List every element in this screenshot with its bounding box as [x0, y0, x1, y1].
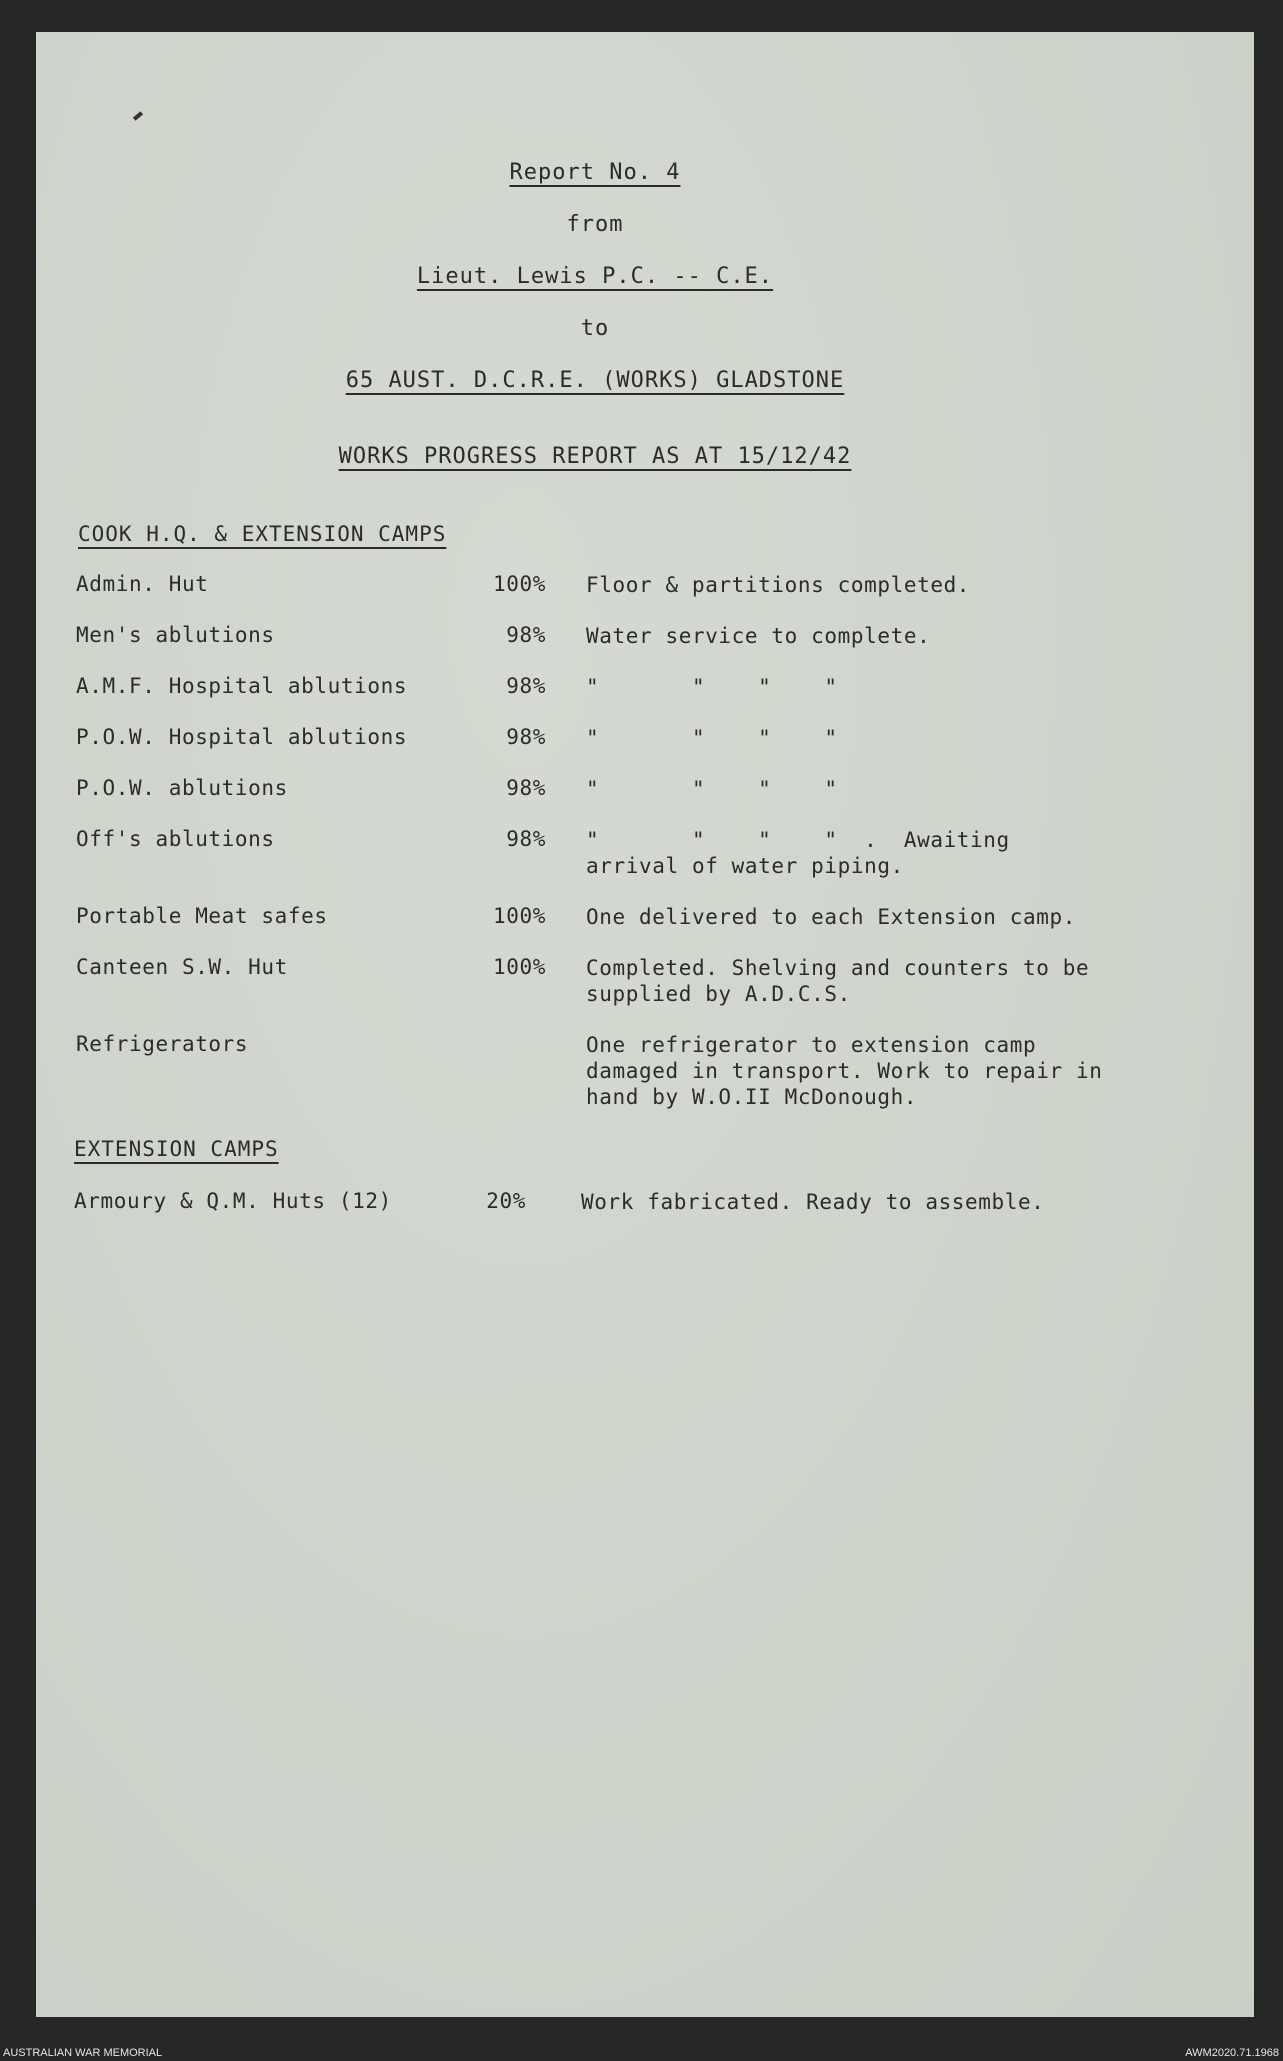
report-title: WORKS PROGRESS REPORT AS AT 15/12/42 [338, 444, 852, 469]
report-number: Report No. 4 [509, 160, 681, 185]
document-page: Report No. 4 from Lieut. Lewis P.C. -- C.E. to 65 AUST. D.C.R.E. (WORKS) GLADSTONE WORKS PROGRESS REPORT AS AT 15/12/42 COOK H.Q. & EXTENSION CAMPS Admin. Hut 100% Floor & partitions completed. Men's ablutions 98% Water service to complete. A.M.F. Hospital ablutions 98% " " " " P.O.W. Hospital ablutions 98% " " " " P.O.W. ablutions 98% " " " " Off's ablutions 98% " " " " . Awaiting arrival of water piping. Portable Meat safes 100% One delivered to each Extension camp. Canteen S.W. Hut 100% Completed. Shelving and counters to be supplied by A.D.C.S. Refrigerators One refrigerator to extension camp damaged in transport. Work to repair in hand by W.O.II McDonough. EXTENSION CAMPS Armoury & Q.M. Huts (12) 20% Work fabricated. Ready to assemble. [36, 32, 1254, 2017]
section-title: EXTENSION CAMPS [74, 1137, 279, 1161]
archive-id: AWM2020.71.1968 [1185, 2047, 1279, 2059]
to-label: to [580, 316, 610, 341]
section-title: COOK H.Q. & EXTENSION CAMPS [78, 522, 447, 546]
ink-mark [133, 111, 143, 120]
recipient: 65 AUST. D.C.R.E. (WORKS) GLADSTONE [345, 368, 845, 393]
archive-credit: AUSTRALIAN WAR MEMORIAL [3, 2047, 163, 2059]
sender: Lieut. Lewis P.C. -- C.E. [416, 264, 774, 289]
from-label: from [566, 212, 624, 237]
